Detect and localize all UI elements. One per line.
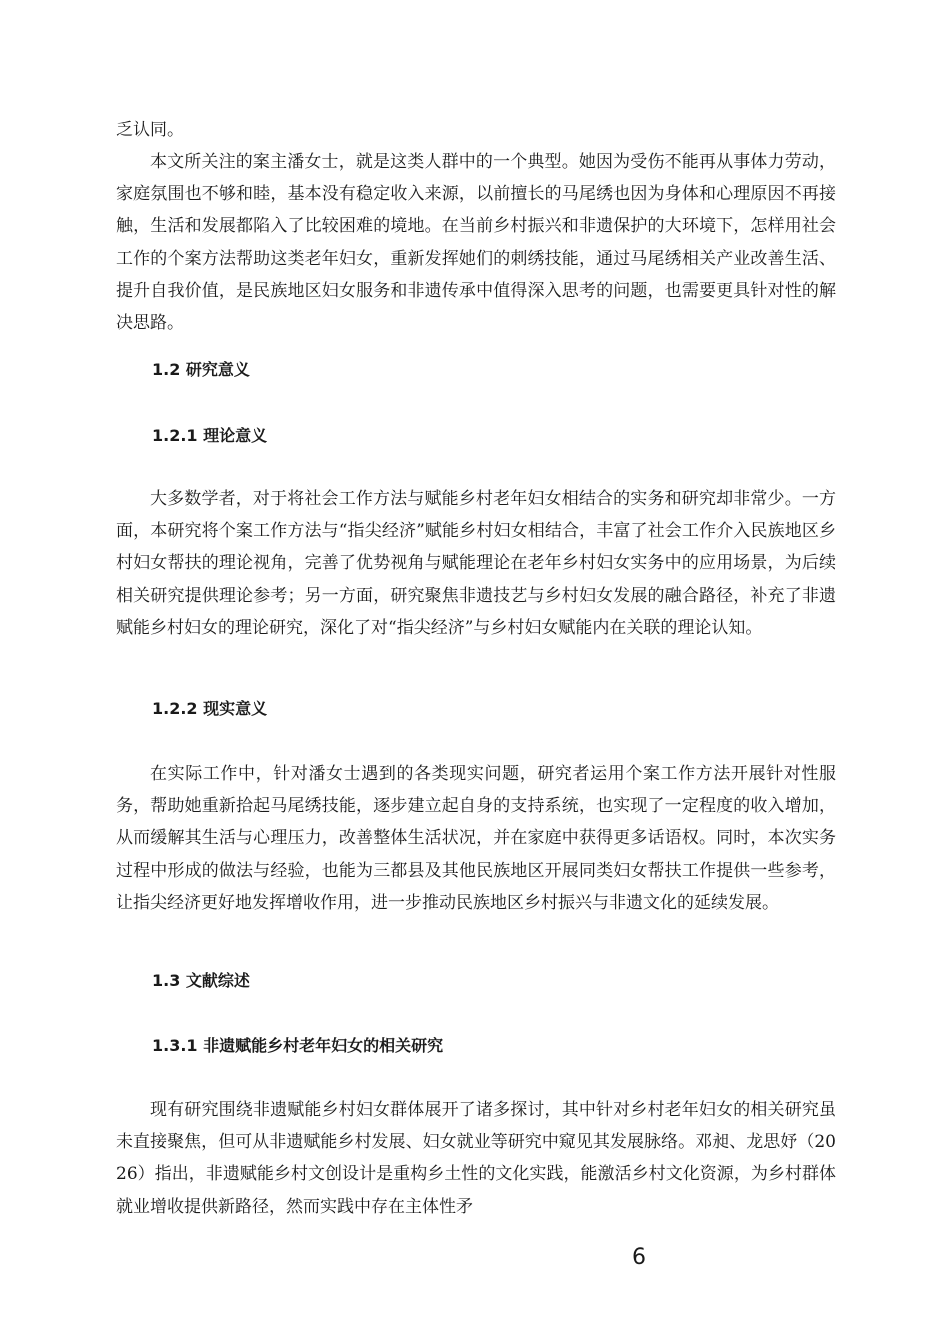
subsection-heading-practical-significance: 1.2.2 现实意义: [152, 699, 268, 718]
paragraph-practical-significance: 在实际工作中，针对潘女士遇到的各类现实问题，研究者运用个案工作方法开展针对性服务，帮助她重新拾起马尾绣技能，逐步建立起自身的支持系统，也实现了一定程度的收入增加，从而缓解其生活与心理压力，改善整体生活状况，并在家庭中获得更多话语权。同时，本次实务过程中形成的做法与经验，也能为三都县及其他民族地区开展同类妇女帮扶工作提供一些参考，让指尖经济更好地发挥增收作用，进一步推动民族地区乡村振兴与非遗文化的延续发展。: [116, 764, 836, 913]
section-heading-research-significance: 1.2 研究意义: [152, 360, 250, 379]
section-heading-literature-review: 1.3 文献综述: [152, 971, 250, 990]
paragraph-theoretical-significance: 大多数学者，对于将社会工作方法与赋能乡村老年妇女相结合的实务和研究却非常少。一方面，本研究将个案工作方法与“指尖经济”赋能乡村妇女相结合，丰富了社会工作介入民族地区乡村妇女帮扶的理论视角，完善了优势视角与赋能理论在老年乡村妇女实务中的应用场景，为后续相关研究提供理论参考；另一方面，研究聚焦非遗技艺与乡村妇女发展的融合路径，补充了非遗赋能乡村妇女的理论研究，深化了对“指尖经济”与乡村妇女赋能内在关联的理论认知。: [116, 489, 836, 638]
paragraph-case-introduction: 本文所关注的案主潘女士，就是这类人群中的一个典型。她因为受伤不能再从事体力劳动，家庭氛围也不够和睦，基本没有稳定收入来源，以前擅长的马尾绣也因为身体和心理原因不再接触，生活和发展都陷入了比较困难的境地。在当前乡村振兴和非遗保护的大环境下，怎样用社会工作的个案方法帮助这类老年妇女，重新发挥她们的刺绣技能，通过马尾绣相关产业改善生活、提升自我价值，是民族地区妇女服务和非遗传承中值得深入思考的问题，也需要更具针对性的解决思路。: [116, 152, 836, 334]
paragraph-continuation: 乏认同。: [116, 120, 184, 140]
subsection-heading-theoretical-significance: 1.2.1 理论意义: [152, 426, 268, 445]
page-number: 6: [632, 1245, 646, 1270]
subsection-heading-related-research: 1.3.1 非遗赋能乡村老年妇女的相关研究: [152, 1036, 444, 1055]
paragraph-related-research: 现有研究围绕非遗赋能乡村妇女群体展开了诸多探讨，其中针对乡村老年妇女的相关研究虽未直接聚焦，但可从非遗赋能乡村发展、妇女就业等研究中窥见其发展脉络。邓昶、龙思妤（2026）指出，非遗赋能乡村文创设计是重构乡土性的文化实践，能激活乡村文化资源，为乡村群体就业增收提供新路径，然而实践中存在主体性矛: [116, 1100, 836, 1217]
